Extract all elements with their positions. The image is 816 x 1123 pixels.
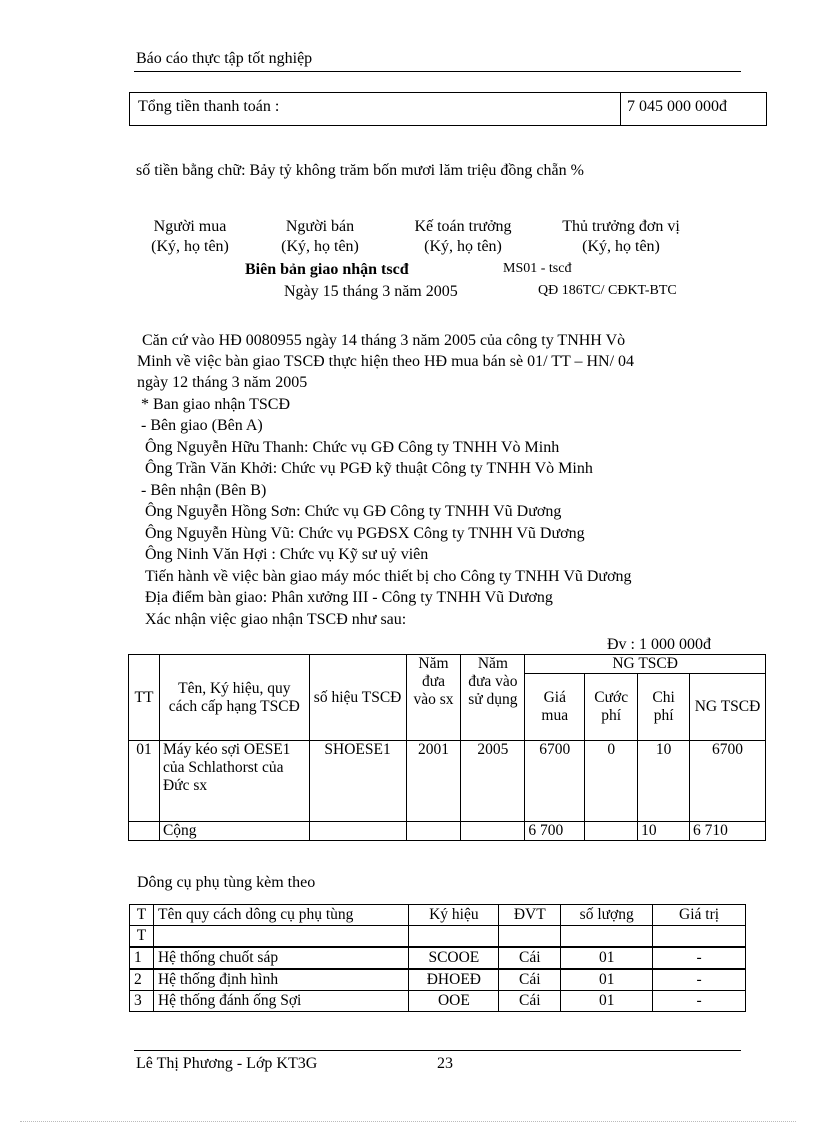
body-line: * Ban giao nhận TSCĐ <box>141 396 291 413</box>
tools-cell-value: - <box>653 947 746 969</box>
asset-table-row <box>129 741 766 822</box>
total-label: Cộng <box>159 822 309 841</box>
total-cell-empty <box>461 822 525 841</box>
tools-header-empty <box>409 926 499 948</box>
tools-header-qty: số lượng <box>561 905 653 926</box>
tools-header-row-2 <box>130 926 746 948</box>
cell-tt: 01 <box>129 741 160 822</box>
total-cell-empty <box>309 822 406 841</box>
total-cell-empty <box>129 822 160 841</box>
tools-cell-name: Hệ thống định hình <box>153 969 408 991</box>
signature-director <box>545 217 697 257</box>
tools-header-name: Tên quy cách dông cụ phụ tùng <box>153 905 408 926</box>
tools-header-value: Giá trị <box>653 905 746 926</box>
cell-year-in: 2001 <box>406 741 461 822</box>
footer-divider <box>134 1050 741 1051</box>
body-line: Ông Nguyễn Hữu Thanh: Chức vụ GĐ Công ty TNHH Vò Minh <box>145 439 560 456</box>
total-cell-empty <box>585 822 638 841</box>
body-line: Ông Ninh Văn Hợi : Chức vụ Kỹ sư uỷ viên <box>145 546 429 563</box>
header-asset-name: Tên, Ký hiệu, quy cách cấp hạng TSCĐ <box>159 655 309 741</box>
tools-header-tt: T <box>130 905 154 926</box>
total-ng: 6 710 <box>690 822 766 841</box>
signature-note: (Ký, họ tên) <box>424 238 502 255</box>
tools-cell-code: SCOOE <box>409 947 499 969</box>
header-year-in: Năm đưa vào sx <box>406 655 461 741</box>
tools-row <box>130 947 746 969</box>
tools-cell-unit: Cái <box>499 947 561 969</box>
total-payment-box <box>129 92 767 126</box>
asset-table-total-row <box>129 822 766 841</box>
tools-row <box>130 969 746 991</box>
tools-cell-value: - <box>653 969 746 991</box>
cell-freight: 0 <box>585 741 638 822</box>
header-freight: Cước phí <box>585 674 638 741</box>
total-cell-empty <box>406 822 461 841</box>
tools-cell-value: - <box>653 991 746 1012</box>
body-line: ngày 12 tháng 3 năm 2005 <box>137 374 308 391</box>
body-line: Xác nhận việc giao nhận TSCĐ như sau: <box>145 611 407 628</box>
unit-note: Đv : 1 000 000đ <box>607 636 711 653</box>
tools-cell-unit: Cái <box>499 991 561 1012</box>
header-ng-group: NG TSCĐ <box>525 655 766 674</box>
total-payment-label: Tổng tiền thanh toán : <box>130 93 621 125</box>
tools-header-empty <box>561 926 653 948</box>
cell-price: 6700 <box>525 741 585 822</box>
tools-header-code: Ký hiệu <box>409 905 499 926</box>
cell-ng: 6700 <box>690 741 766 822</box>
minutes-decision: QĐ 186TC/ CĐKT-BTC <box>538 283 677 298</box>
total-price: 6 700 <box>525 822 585 841</box>
body-line: Ông Nguyễn Hồng Sơn: Chức vụ GĐ Công ty TNHH Vũ Dương <box>145 503 562 520</box>
tools-title: Dông cụ phụ tùng kèm theo <box>137 874 316 891</box>
tools-table <box>129 904 746 1012</box>
signature-note: (Ký, họ tên) <box>151 238 229 255</box>
header-divider <box>134 71 741 72</box>
tools-header-tt-2: T <box>130 926 154 948</box>
tools-row <box>130 991 746 1012</box>
tools-header-empty <box>153 926 408 948</box>
signature-note: (Ký, họ tên) <box>281 238 359 255</box>
signature-role: Người bán <box>285 218 355 235</box>
signature-note: (Ký, họ tên) <box>582 238 660 255</box>
signature-role: Người mua <box>153 218 227 235</box>
body-line: Căn cứ vào HĐ 0080955 ngày 14 tháng 3 năm 2005 của công ty TNHH Vò <box>142 332 626 349</box>
tools-header-unit: ĐVT <box>499 905 561 926</box>
page-number: 23 <box>437 1055 453 1072</box>
tools-header-row <box>130 905 746 926</box>
tools-cell-qty: 01 <box>561 991 653 1012</box>
header-price: Giá mua <box>525 674 585 741</box>
minutes-title: Biên bản giao nhận tscđ <box>245 261 409 278</box>
tools-cell-name: Hệ thống chuốt sáp <box>153 947 408 969</box>
signature-seller <box>266 217 374 257</box>
tools-cell-tt: 1 <box>130 947 154 969</box>
cell-year-use: 2005 <box>461 741 525 822</box>
header-asset-code: số hiệu TSCĐ <box>309 655 406 741</box>
header-year-use: Năm đưa vào sử dụng <box>461 655 525 741</box>
tools-cell-tt: 3 <box>130 991 154 1012</box>
total-payment-value: 7 045 000 000đ <box>627 98 727 115</box>
body-line: Địa điểm bàn giao: Phân xưởng III - Công ty TNHH Vũ Dương <box>145 589 553 606</box>
cell-asset-code: SHOESE1 <box>309 741 406 822</box>
amount-in-words: số tiền bằng chữ: Bảy tỷ không trăm bốn mươi lăm triệu đồng chẵn % <box>136 162 584 179</box>
page-header-title: Báo cáo thực tập tốt nghiệp <box>136 50 313 67</box>
signature-role: Thủ trưởng đơn vị <box>562 218 680 235</box>
page-bottom-edge <box>20 1121 796 1122</box>
asset-table <box>128 654 766 841</box>
body-line: Ông Trần Văn Khởi: Chức vụ PGĐ kỹ thuật Công ty TNHH Vò Minh <box>145 460 593 477</box>
tools-cell-tt: 2 <box>130 969 154 991</box>
total-cost: 10 <box>638 822 690 841</box>
header-cost: Chi phí <box>638 674 690 741</box>
tools-cell-code: ĐHOEĐ <box>409 969 499 991</box>
cell-cost: 10 <box>638 741 690 822</box>
cell-asset-name: Máy kéo sợi OESE1 của Schlathorst của Đức sx <box>159 741 309 822</box>
tools-header-empty <box>653 926 746 948</box>
minutes-date: Ngày 15 tháng 3 năm 2005 <box>284 283 458 300</box>
body-line: Tiến hành về việc bàn giao máy móc thiết bị cho Công ty TNHH Vũ Dương <box>145 568 632 585</box>
minutes-form-code: MS01 - tscđ <box>503 261 572 276</box>
body-line: - Bên nhận (Bên B) <box>141 482 267 499</box>
tools-cell-qty: 01 <box>561 947 653 969</box>
header-ng: NG TSCĐ <box>690 674 766 741</box>
tools-cell-unit: Cái <box>499 969 561 991</box>
header-tt: TT <box>129 655 160 741</box>
tools-header-empty <box>499 926 561 948</box>
body-line: - Bên giao (Bên A) <box>141 417 263 434</box>
body-line: Ông Nguyễn Hùng Vũ: Chức vụ PGĐSX Công ty TNHH Vũ Dương <box>145 525 585 542</box>
footer-author: Lê Thị Phương - Lớp KT3G <box>136 1055 318 1072</box>
body-line: Minh về việc bàn giao TSCĐ thực hiện theo HĐ mua bán sè 01/ TT – HN/ 04 <box>137 353 635 370</box>
signature-buyer <box>140 217 240 257</box>
signature-chief-accountant <box>398 217 528 257</box>
tools-cell-qty: 01 <box>561 969 653 991</box>
asset-table-header-row <box>129 655 766 674</box>
signature-role: Kế toán trưởng <box>414 218 512 235</box>
tools-cell-code: OOE <box>409 991 499 1012</box>
tools-cell-name: Hệ thống đánh ống Sợi <box>153 991 408 1012</box>
